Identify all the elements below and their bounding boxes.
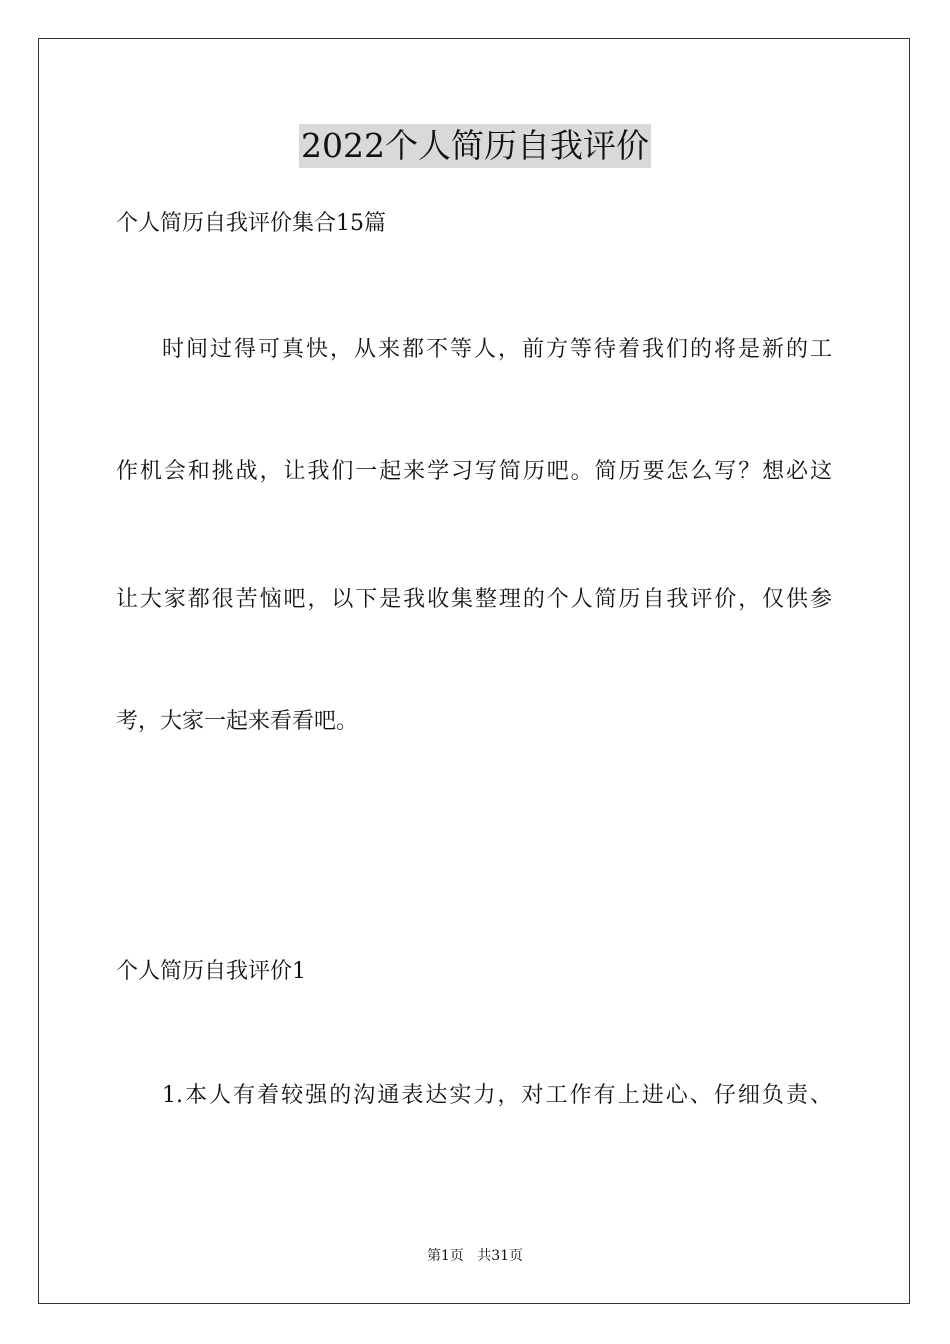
page-total: 共31页 [477, 1248, 524, 1264]
intro-line-3: 让大家都很苦恼吧，以下是我收集整理的个人简历自我评价，仅供参 [116, 587, 832, 612]
document-title: 2022个人简历自我评价 [299, 124, 651, 168]
page-number: 第1页 [426, 1248, 464, 1264]
title-container [0, 124, 950, 168]
intro-line-4: 考，大家一起来看看吧。 [116, 709, 359, 734]
intro-line-1: 时间过得可真快，从来都不等人，前方等待着我们的将是新的工 [162, 337, 832, 362]
intro-line-2: 作机会和挑战，让我们一起来学习写简历吧。简历要怎么写？想必这 [116, 459, 832, 484]
section-heading: 个人简历自我评价1 [116, 959, 306, 984]
section-line-1: 1.本人有着较强的沟通表达实力，对工作有上进心、仔细负责、 [162, 1083, 832, 1108]
page-footer [0, 1246, 950, 1266]
document-subtitle: 个人简历自我评价集合15篇 [116, 211, 386, 236]
